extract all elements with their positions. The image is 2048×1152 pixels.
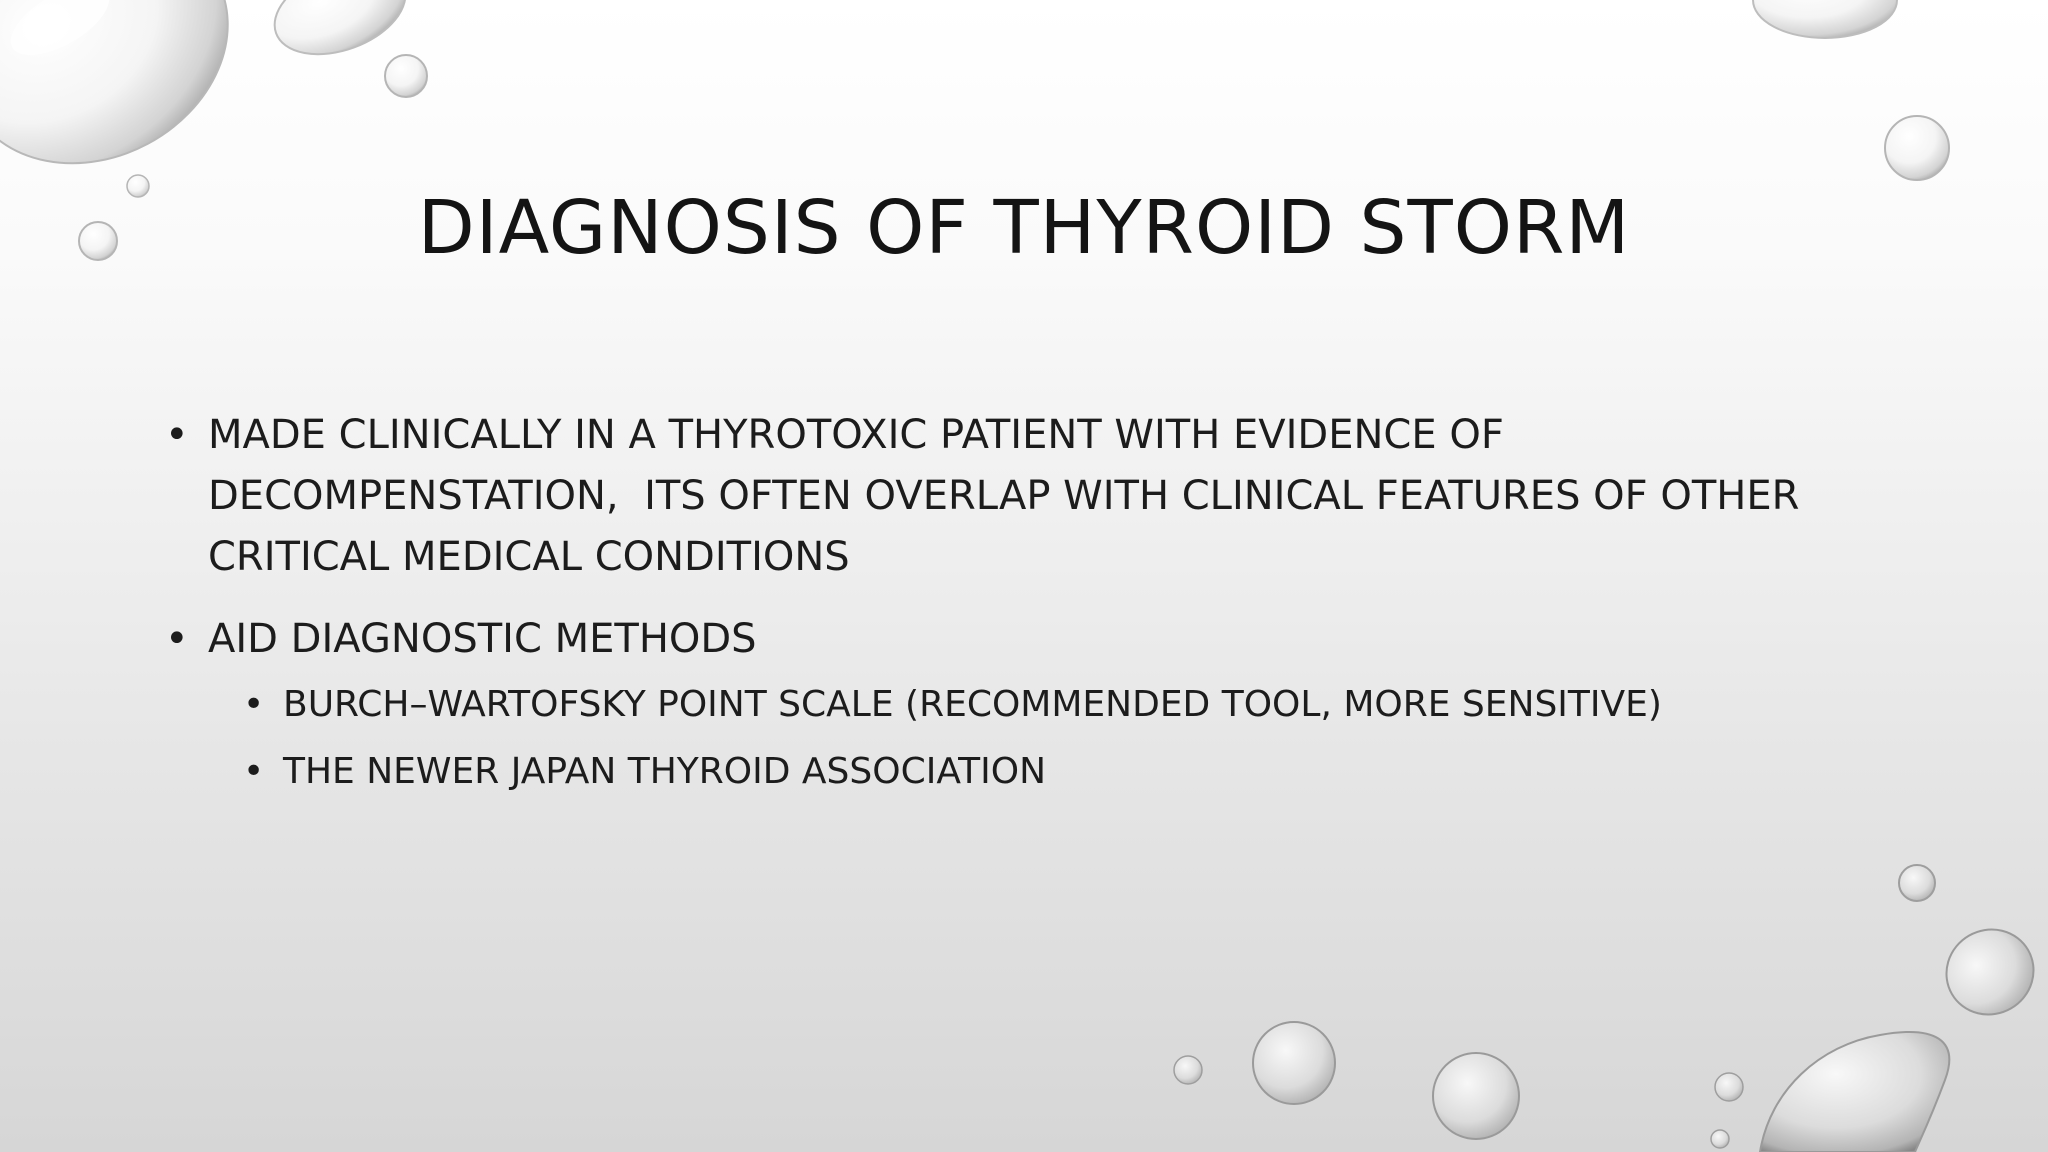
- bullet-item-1-line-3: CRITICAL MEDICAL CONDITIONS: [208, 534, 850, 580]
- bullet-glyph: •: [243, 684, 265, 725]
- sub-bullet-item-2-text: THE NEWER JAPAN THYROID ASSOCIATION: [283, 751, 1047, 792]
- bullet-item-2: [165, 609, 1885, 670]
- droplet-top-left-3: [385, 55, 427, 97]
- bullet-item-1: [165, 405, 1885, 588]
- bullet-item-2-text: AID DIAGNOSTIC METHODS: [208, 616, 757, 662]
- droplet-bottom-center-2: [1433, 1053, 1519, 1139]
- bullet-item-1-line-1: MADE CLINICALLY IN A THYROTOXIC PATIENT WITH EVIDENCE OF: [208, 412, 1504, 458]
- droplet-top-right: [1753, 0, 1897, 38]
- bullet-glyph: •: [165, 616, 189, 662]
- sub-bullet-item-2: [243, 747, 1885, 797]
- droplet-bottom-right-4: [1715, 1073, 1743, 1101]
- droplet-bottom-right-3: [1760, 1032, 1949, 1152]
- bullet-list: [165, 405, 1885, 814]
- bullet-glyph: •: [165, 412, 189, 458]
- droplet-bottom-right-1: [1899, 865, 1935, 901]
- droplet-bottom-right-5: [1711, 1130, 1729, 1148]
- droplet-bottom-center-1: [1253, 1022, 1335, 1104]
- droplet-top-right-2: [1885, 116, 1949, 180]
- bullet-glyph: •: [243, 751, 265, 792]
- sub-bullet-item-1-text: BURCH–WARTOFSKY POINT SCALE (RECOMMENDED TOOL, MORE SENSITIVE): [283, 684, 1662, 725]
- droplet-bottom-right-2: [1931, 914, 2048, 1031]
- droplet-bottom-center-3: [1174, 1056, 1202, 1084]
- sub-bullet-list: [165, 680, 1885, 797]
- droplet-top-left-2: [262, 0, 417, 71]
- bullet-item-1-line-2: DECOMPENSTATION, ITS OFTEN OVERLAP WITH CLINICAL FEATURES OF OTHER: [208, 473, 1800, 519]
- slide-title: DIAGNOSIS OF THYROID STORM: [417, 185, 1631, 271]
- sub-bullet-item-1: [243, 680, 1885, 730]
- droplet-large-top-left: [0, 0, 269, 209]
